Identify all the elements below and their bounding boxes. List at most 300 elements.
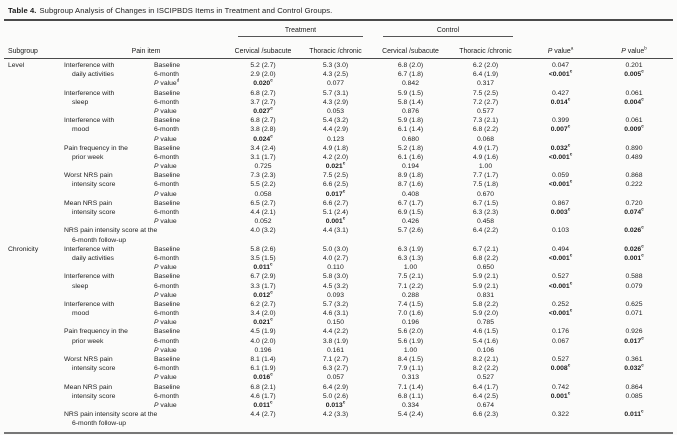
row-subgroup xyxy=(8,70,64,79)
cell-value: <0.001$^c$ xyxy=(548,280,573,290)
row-subgroup xyxy=(8,346,64,355)
cell-value: 0.252 xyxy=(551,300,569,308)
cell-value: 4.2 (2.0) xyxy=(322,153,349,161)
column-header-pain-item: Pain item xyxy=(131,48,161,55)
cell-value: 4.5 (1.9) xyxy=(250,328,276,336)
row-subgroup xyxy=(8,364,64,373)
cell-value: 5.9 (2.1) xyxy=(472,282,499,290)
row-measure: 6-month xyxy=(154,71,179,79)
cell-value: 3.4 (2.4) xyxy=(250,144,276,152)
cell-value: 3.4 (2.0) xyxy=(250,310,276,318)
cell-value: 5.7 (3.1) xyxy=(322,89,349,97)
cell-value xyxy=(598,263,670,272)
cell-value: 0.334 xyxy=(401,401,419,409)
table-row xyxy=(4,180,673,189)
row-pain-item xyxy=(64,291,154,300)
cell-value: 0.017$^c$ xyxy=(325,188,346,198)
column-header-subgroup: Subgroup xyxy=(8,48,38,55)
row-subgroup xyxy=(8,383,64,392)
row-subgroup xyxy=(8,125,64,134)
cell-value: 0.588 xyxy=(625,273,643,281)
row-subgroup xyxy=(8,98,64,107)
table-row xyxy=(4,254,673,263)
cell-value xyxy=(523,190,598,199)
row-measure: P value xyxy=(154,107,177,115)
cell-value: 0.399 xyxy=(551,117,569,125)
row-pain-item: Interference with xyxy=(64,273,115,281)
table-row xyxy=(4,79,673,88)
cell-value: 8.4 (1.5) xyxy=(397,356,424,363)
footnote-marker-b: b xyxy=(644,45,647,51)
cell-value: 7.5 (2.1) xyxy=(397,273,424,281)
cell-value: 4.0 (2.7) xyxy=(322,254,349,262)
cell-value: 0.032$^c$ xyxy=(624,362,644,373)
cell-value: 4.4 (2.7) xyxy=(250,411,276,419)
cell-value: 5.2 (1.8) xyxy=(397,144,424,152)
cell-value: 0.061 xyxy=(625,117,643,125)
cell-value: 4.5 (3.2) xyxy=(322,282,349,290)
cell-value: 7.7 (1.7) xyxy=(472,172,499,180)
row-pain-item xyxy=(64,217,154,226)
cell-value: 4.4 (2.9) xyxy=(322,126,349,134)
cell-value: 7.3 (2.3) xyxy=(250,172,276,180)
cell-value: 6.4 (2.2) xyxy=(472,227,499,235)
cell-value: 7.5 (1.8) xyxy=(472,181,499,189)
cell-value: 0.077 xyxy=(326,80,344,88)
row-measure: Baseline xyxy=(154,383,181,391)
cell-value xyxy=(373,419,448,428)
row-subgroup xyxy=(8,254,64,263)
row-pain-item: 6-month follow-up xyxy=(72,236,127,244)
row-measure: 6-month xyxy=(154,209,179,216)
cell-value: 6.1 (1.9) xyxy=(250,365,276,373)
table-row xyxy=(4,327,673,336)
row-subgroup xyxy=(8,272,64,281)
cell-value: 1.00 xyxy=(478,163,493,171)
cell-value: 5.8 (3.0) xyxy=(322,273,349,281)
row-measure: Baseline xyxy=(154,273,181,281)
p-italic: P xyxy=(621,48,626,55)
row-subgroup xyxy=(8,355,64,364)
row-measure: P value xyxy=(154,218,177,226)
row-measure: 6-month xyxy=(154,98,179,106)
cell-value: 7.5 (2.5) xyxy=(322,172,349,180)
cell-value: 6.7 (2.1) xyxy=(472,245,499,253)
cell-value: 5.6 (2.0) xyxy=(397,328,424,336)
cell-value: 0.003$^c$ xyxy=(550,206,571,216)
row-pain-item: Interference with xyxy=(64,62,115,69)
cell-value: 4.0 (2.0) xyxy=(250,337,276,345)
cell-value: 0.222 xyxy=(625,181,643,189)
row-pain-item: Mean NRS pain xyxy=(64,199,112,207)
cell-value xyxy=(598,79,670,88)
cell-value: 0.011$^c$ xyxy=(253,399,273,409)
row-measure: P value xyxy=(154,291,177,299)
table-row xyxy=(4,392,673,401)
table-row xyxy=(4,355,673,364)
table-row xyxy=(4,153,673,162)
row-pain-item xyxy=(64,318,154,327)
cell-value: 6.9 (1.5) xyxy=(397,209,424,216)
cell-value: 6.3 (2.7) xyxy=(322,365,349,373)
cell-value: 7.1 (1.4) xyxy=(397,383,424,391)
cell-value: 0.021$^c$ xyxy=(253,316,273,327)
cell-value: <0.001$^c$ xyxy=(548,307,573,318)
cell-value: 0.785 xyxy=(476,319,494,327)
row-pain-item: Worst NRS pain xyxy=(64,172,113,180)
row-pain-item: Pain frequency in the xyxy=(64,328,128,336)
row-subgroup xyxy=(8,171,64,180)
cell-value xyxy=(523,346,598,355)
cell-value: 8.2 (2.2) xyxy=(472,365,499,373)
cell-value: 0.074$^c$ xyxy=(624,206,644,216)
row-pain-item xyxy=(64,135,154,144)
table-row xyxy=(4,190,673,199)
row-subgroup xyxy=(8,309,64,318)
cell-value: 0.720 xyxy=(625,199,643,207)
row-subgroup xyxy=(8,263,64,272)
cell-value: 4.4 (2.1) xyxy=(250,209,276,216)
table-row xyxy=(4,116,673,125)
table-row xyxy=(4,208,673,217)
cell-value: 5.9 (1.8) xyxy=(397,117,424,125)
cell-value: 0.093 xyxy=(326,291,344,299)
column-header-treatment-thoracic: Thoracic /chronic xyxy=(309,48,362,55)
column-header-control-thoracic: Thoracic /chronic xyxy=(459,48,512,55)
row-measure xyxy=(154,226,228,235)
cell-value: 0.024$^c$ xyxy=(253,133,273,143)
table-row xyxy=(4,236,673,245)
table-row xyxy=(4,272,673,281)
footnote-marker-a: a xyxy=(570,45,574,51)
row-pain-item: Interference with xyxy=(64,245,115,253)
cell-value: 0.926 xyxy=(625,328,643,336)
cell-value: 0.194 xyxy=(401,163,419,171)
cell-value: 0.106 xyxy=(476,346,494,354)
table-row xyxy=(4,226,673,235)
cell-value: 0.867 xyxy=(551,199,569,207)
cell-value xyxy=(523,263,598,272)
cell-value: 5.4 (3.2) xyxy=(322,117,349,125)
cell-value: 0.831 xyxy=(476,291,494,299)
cell-value: 1.00 xyxy=(403,264,418,272)
table-row xyxy=(4,410,673,419)
row-pain-item: sleep xyxy=(72,282,89,290)
row-subgroup xyxy=(8,291,64,300)
cell-value: 0.047 xyxy=(551,62,569,69)
table-row xyxy=(4,309,673,318)
row-subgroup xyxy=(8,116,64,125)
cell-value: 6.6 (2.5) xyxy=(322,181,349,189)
row-subgroup xyxy=(8,226,64,235)
cell-value: 0.071 xyxy=(625,310,643,318)
cell-value: 0.577 xyxy=(476,107,494,115)
cell-value: 0.361 xyxy=(625,356,643,363)
cell-value: 3.7 (2.7) xyxy=(250,98,276,106)
cell-value: 0.008$^c$ xyxy=(550,362,571,373)
row-measure: P value xyxy=(154,346,177,354)
row-pain-item: NRS pain intensity score at the xyxy=(64,227,158,235)
row-measure: Baseline xyxy=(154,245,181,253)
table-row xyxy=(4,291,673,300)
cell-value: 5.3 (3.0) xyxy=(322,62,349,69)
cell-value: 6.2 (2.7) xyxy=(250,300,276,308)
column-header-control-cervical: Cervical /subacute xyxy=(382,48,439,55)
cell-value: 4.0 (3.2) xyxy=(250,227,276,235)
row-measure: Baseline xyxy=(154,356,181,363)
row-pain-item xyxy=(64,346,154,355)
table-row xyxy=(4,171,673,180)
cell-value: 5.4 (2.4) xyxy=(397,411,424,419)
cell-value: 5.6 (1.9) xyxy=(397,337,424,345)
table-title xyxy=(0,0,677,19)
cell-value xyxy=(523,79,598,88)
cell-value xyxy=(298,419,373,428)
cell-value: 6.5 (2.7) xyxy=(250,199,276,207)
cell-value: <0.001$^c$ xyxy=(548,179,573,189)
cell-value xyxy=(448,419,523,428)
cell-value xyxy=(448,236,523,245)
row-pain-item: Interference with xyxy=(64,117,115,125)
cell-value xyxy=(523,318,598,327)
cell-value: 7.1 (2.7) xyxy=(322,356,349,363)
cell-value: 6.6 (2.3) xyxy=(472,411,499,419)
cell-value xyxy=(598,401,670,410)
row-subgroup xyxy=(8,190,64,199)
cell-value: 0.004$^c$ xyxy=(624,96,644,106)
row-subgroup xyxy=(8,153,64,162)
cell-value: 0.016$^c$ xyxy=(253,372,273,382)
cell-value: 0.020$^c$ xyxy=(253,78,273,88)
column-header-p-value-b: P value$^b$ xyxy=(621,45,647,55)
row-measure: Baseline xyxy=(154,172,181,180)
cell-value: <0.001$^c$ xyxy=(548,151,573,161)
row-measure: Baseline xyxy=(154,89,181,97)
cell-value: 5.8 (2.2) xyxy=(472,300,499,308)
row-measure: 6-month xyxy=(154,282,179,290)
cell-value: 4.3 (2.9) xyxy=(322,98,349,106)
cell-value: 4.6 (3.1) xyxy=(322,310,349,318)
cell-value: 0.196 xyxy=(401,319,419,327)
row-measure: Baseline xyxy=(154,328,181,336)
cell-value: 6.1 (1.6) xyxy=(397,153,424,161)
cell-value: 7.4 (1.5) xyxy=(397,300,424,308)
row-pain-item: Worst NRS pain xyxy=(64,356,113,363)
cell-value: 0.053 xyxy=(326,107,344,115)
cell-value: 5.9 (2.0) xyxy=(472,310,499,318)
row-measure: P value xyxy=(154,163,177,171)
table-row xyxy=(4,144,673,153)
cell-value: 5.9 (1.5) xyxy=(397,89,424,97)
cell-value: 0.674 xyxy=(476,401,494,409)
table-row xyxy=(4,419,673,428)
cell-value xyxy=(298,236,373,245)
cell-value: 6.4 (2.5) xyxy=(472,392,499,400)
cell-value: 0.625 xyxy=(625,300,643,308)
row-pain-item: mood xyxy=(72,310,90,318)
row-pain-item: Mean NRS pain xyxy=(64,383,112,391)
cell-value xyxy=(598,107,670,116)
row-subgroup xyxy=(8,300,64,309)
table-caption: Subgroup Analysis of Changes in ISCIPBDS Items in Treatment and Control Groups. xyxy=(39,6,333,15)
row-measure: 6-month xyxy=(154,365,179,373)
cell-value: 5.0 (3.0) xyxy=(322,245,349,253)
row-pain-item: Pain frequency in the xyxy=(64,144,128,152)
table-row xyxy=(4,162,673,171)
row-measure: P value xyxy=(154,190,177,198)
row-pain-item: intensity score xyxy=(72,365,116,373)
cell-value: 0.110 xyxy=(327,264,344,272)
cell-value: 0.017$^c$ xyxy=(624,335,644,345)
table-row xyxy=(4,337,673,346)
table-row xyxy=(4,70,673,79)
cell-value: 0.317 xyxy=(476,80,494,88)
cell-value: 6.3 (1.9) xyxy=(397,245,424,253)
table-row xyxy=(4,98,673,107)
cell-value: 6.3 (1.3) xyxy=(397,254,424,262)
cell-value: 0.864 xyxy=(625,383,643,391)
row-measure: 6-month xyxy=(154,153,179,161)
cell-value: 0.011$^c$ xyxy=(253,261,273,272)
cell-value: 6.7 (1.5) xyxy=(472,199,499,207)
cell-value: 0.176 xyxy=(551,328,569,336)
cell-value: 0.007$^c$ xyxy=(550,124,571,134)
cell-value: 0.021$^c$ xyxy=(325,160,346,171)
cell-value: 0.842 xyxy=(401,80,419,88)
cell-value: 6.4 (1.7) xyxy=(472,383,499,391)
row-measure: 6-month xyxy=(154,254,179,262)
row-pain-item xyxy=(64,373,154,382)
cell-value: 5.8 (1.4) xyxy=(397,98,424,106)
table-row xyxy=(4,135,673,144)
cell-value: 5.0 (2.6) xyxy=(322,392,349,400)
table-row xyxy=(4,107,673,116)
cell-value: 6.8 (2.2) xyxy=(472,126,499,134)
cell-value xyxy=(598,135,670,144)
cell-value: 0.427 xyxy=(551,89,569,97)
cell-value: 6.3 (2.3) xyxy=(472,209,499,216)
cell-value: 6.4 (2.9) xyxy=(322,383,349,391)
row-measure: P value xyxy=(154,135,177,143)
cell-value: 5.7 (3.2) xyxy=(322,300,349,308)
cell-value xyxy=(598,190,670,199)
cell-value: 1.00 xyxy=(403,346,418,354)
cell-value: 3.5 (1.5) xyxy=(250,254,276,262)
cell-value xyxy=(598,236,670,245)
cell-value xyxy=(598,373,670,382)
cell-value: 6.2 (2.0) xyxy=(472,62,499,69)
subgroup-analysis-table xyxy=(4,19,673,434)
cell-value: 4.3 (2.5) xyxy=(322,71,349,79)
cell-value xyxy=(523,217,598,226)
row-pain-item: intensity score xyxy=(72,392,116,400)
row-subgroup xyxy=(8,327,64,336)
cell-value: 7.1 (2.2) xyxy=(397,282,424,290)
cell-value: 8.1 (1.4) xyxy=(250,356,276,363)
row-measure: 6-month xyxy=(154,310,179,318)
cell-value: 0.013$^c$ xyxy=(325,399,346,409)
treatment-group-header: Treatment xyxy=(238,27,363,37)
cell-value: 5.1 (2.4) xyxy=(322,209,349,216)
cell-value xyxy=(598,419,670,428)
row-measure: Baseline xyxy=(154,144,181,152)
cell-value: 6.8 (1.1) xyxy=(397,392,424,400)
cell-value: 0.009$^c$ xyxy=(624,124,644,134)
cell-value xyxy=(523,401,598,410)
cell-value: 5.8 (2.6) xyxy=(250,245,276,253)
row-subgroup xyxy=(8,208,64,217)
row-pain-item xyxy=(64,263,154,272)
table-header-groups xyxy=(4,23,673,38)
cell-value: 0.068 xyxy=(476,135,494,143)
cell-value: 4.6 (1.7) xyxy=(250,392,276,400)
row-measure: P value xyxy=(154,319,177,327)
cell-value xyxy=(523,373,598,382)
cell-value: 0.527 xyxy=(551,356,569,363)
row-subgroup xyxy=(8,401,64,410)
row-measure xyxy=(154,419,228,428)
cell-value: 8.9 (1.8) xyxy=(397,172,424,180)
row-measure: Baseline xyxy=(154,117,181,125)
cell-value xyxy=(523,162,598,171)
cell-value: 0.458 xyxy=(476,218,494,226)
cell-value xyxy=(228,236,298,245)
cell-value: 4.9 (1.7) xyxy=(472,144,499,152)
cell-value: 2.9 (2.0) xyxy=(250,71,276,79)
row-subgroup xyxy=(8,282,64,291)
row-subgroup xyxy=(8,180,64,189)
row-subgroup xyxy=(8,410,64,419)
cell-value xyxy=(598,346,670,355)
cell-value: 7.5 (2.5) xyxy=(472,89,499,97)
cell-value: 3.3 (1.7) xyxy=(250,282,276,290)
row-subgroup xyxy=(8,419,64,428)
cell-value: 8.2 (2.1) xyxy=(472,356,499,363)
row-pain-item: intensity score xyxy=(72,209,116,216)
cell-value: 7.3 (2.1) xyxy=(472,117,499,125)
row-subgroup: Chronicity xyxy=(8,245,39,253)
cell-value: 0.161 xyxy=(326,346,344,354)
row-subgroup xyxy=(8,89,64,98)
table-row xyxy=(4,383,673,392)
cell-value: 7.0 (1.6) xyxy=(397,310,424,318)
row-pain-item xyxy=(64,162,154,171)
cell-value: 0.103 xyxy=(551,227,569,235)
row-measure: 6-month xyxy=(154,181,179,189)
cell-value: 0.032$^c$ xyxy=(550,142,571,152)
cell-value: <0.001$^c$ xyxy=(548,68,573,79)
column-header-treatment-cervical: Cervical /subacute xyxy=(234,48,292,55)
cell-value xyxy=(523,291,598,300)
cell-value: 6.1 (1.4) xyxy=(397,126,424,134)
cell-value: 3.1 (1.7) xyxy=(250,153,276,161)
cell-value xyxy=(523,107,598,116)
cell-value: 0.058 xyxy=(254,190,272,198)
cell-value xyxy=(523,419,598,428)
cell-value: 6.8 (2.7) xyxy=(250,117,276,125)
cell-value: 3.8 (2.8) xyxy=(250,126,276,134)
table-row xyxy=(4,300,673,309)
cell-value xyxy=(598,162,670,171)
cell-value: 0.426 xyxy=(401,218,419,226)
cell-value: 0.061 xyxy=(625,89,643,97)
cell-value: 0.067 xyxy=(551,337,569,345)
row-subgroup xyxy=(8,144,64,153)
row-measure: P value xyxy=(154,374,177,382)
table-row xyxy=(4,89,673,98)
row-subgroup xyxy=(8,107,64,116)
cell-value: 6.7 (1.7) xyxy=(397,199,424,207)
